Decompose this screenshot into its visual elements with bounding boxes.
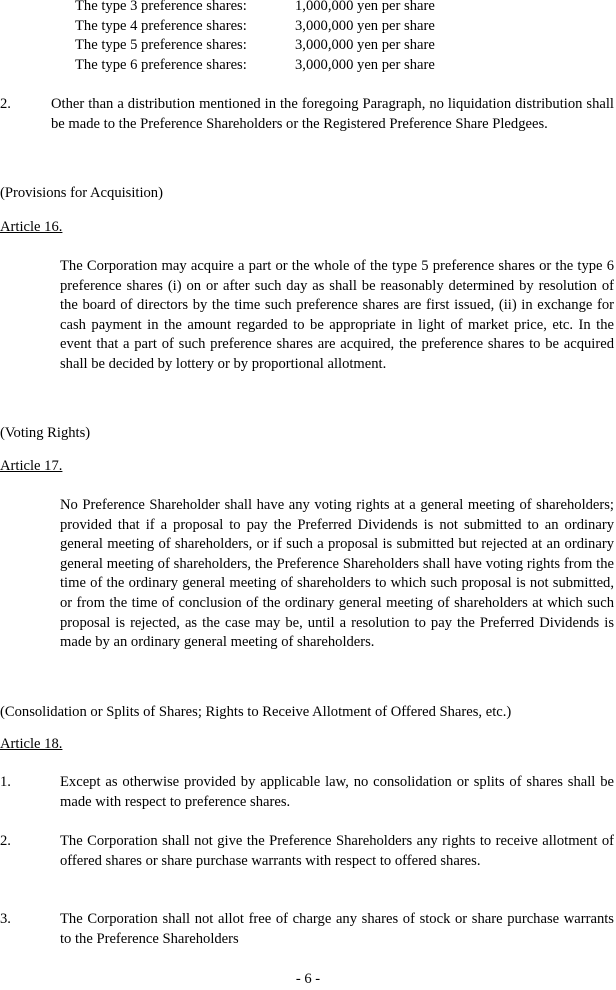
share-label: The type 5 preference shares:: [75, 37, 247, 53]
paragraph-number: 2.: [0, 96, 11, 112]
share-value: 3,000,000 yen per share: [295, 57, 435, 73]
section-heading-consolidation: (Consolidation or Splits of Shares; Rights to Receive Allotment of Offered Shares, etc.): [0, 704, 512, 720]
share-label: The type 6 preference shares:: [75, 57, 247, 73]
share-value: 1,000,000 yen per share: [295, 0, 435, 14]
item-number: 3.: [0, 911, 11, 927]
article-17-heading: Article 17.: [0, 458, 63, 474]
share-value: 3,000,000 yen per share: [295, 18, 435, 34]
item-number: 1.: [0, 774, 11, 790]
section-heading-voting: (Voting Rights): [0, 425, 91, 441]
share-value: 3,000,000 yen per share: [295, 37, 435, 53]
section-heading-acquisition: (Provisions for Acquisition): [0, 185, 163, 201]
page-number: - 6 -: [295, 971, 321, 987]
share-label: The type 3 preference shares:: [75, 0, 247, 14]
share-row-type5: [75, 36, 435, 56]
item-number: 2.: [0, 833, 11, 849]
share-row-type3: [75, 0, 435, 17]
item-text: Except as otherwise provided by applicable law, no consolidation or splits of shares shall be made with respect to preference shares.: [60, 774, 614, 810]
article-16-text: The Corporation may acquire a part or the whole of the type 5 preference shares or the type 6 preference shares (i) on or after such day as shall be reasonably determined by resolution of the board of directors by the time such preference shares are first issued, (ii) in exchange for cash payment in the amount regarded to be appropriate in light of market price, etc. In the event that a part of such preference shares are acquired, the preference shares to be acquired shall be decided by lottery or by proportional allotment.: [60, 258, 614, 372]
article-18-heading: Article 18.: [0, 736, 63, 752]
article-16-heading: Article 16.: [0, 219, 63, 235]
share-label: The type 4 preference shares:: [75, 18, 247, 34]
share-row-type6: [75, 56, 435, 76]
item-text: The Corporation shall not allot free of charge any shares of stock or share purchase warrants to the Preference Shareholders: [60, 911, 614, 947]
article-17-text: No Preference Shareholder shall have any voting rights at a general meeting of shareholders; provided that if a proposal to pay the Preferred Dividends is not submitted to an ordinary general meeting of shareholders, or if such a proposal is submitted but rejected at an ordinary general meeting of shareholders, the Preference Shareholders shall have voting rights from the time of the ordinary general meeting of shareholders to which such proposal is not submitted, or from the time of conclusion of the ordinary general meeting of shareholders at which such proposal is rejected, as the case may be, until a resolution to pay the Preferred Dividends is made by an ordinary general meeting of shareholders.: [60, 497, 614, 651]
item-text: The Corporation shall not give the Preference Shareholders any rights to receive allotment of offered shares or share purchase warrants with respect to offered shares.: [60, 833, 614, 869]
share-row-type4: [75, 17, 435, 37]
paragraph-text: Other than a distribution mentioned in the foregoing Paragraph, no liquidation distribution shall be made to the Preference Shareholders or the Registered Preference Share Pledgees.: [51, 96, 614, 132]
